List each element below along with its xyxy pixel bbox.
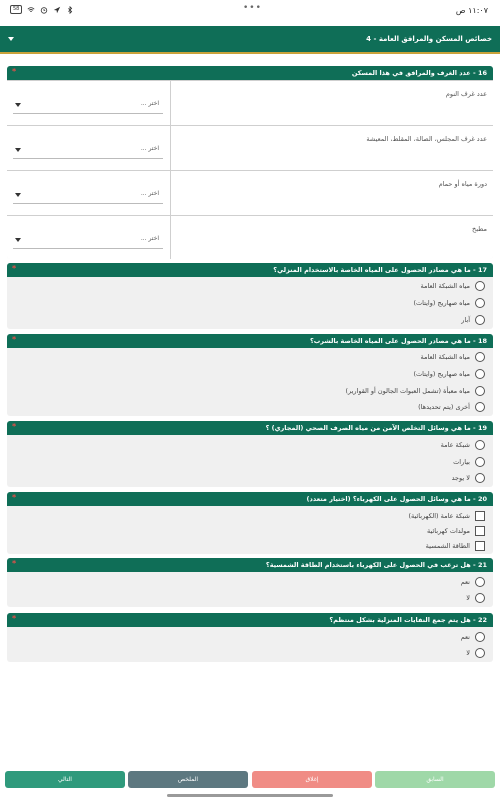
checkbox[interactable] <box>475 526 485 536</box>
radio-button[interactable] <box>475 577 485 587</box>
question-header <box>7 613 493 627</box>
question-title: 18 - ما هي مصادر الحصول على المياه الخاصة بالشرب؟ <box>309 337 487 345</box>
dropdown-arrow-icon <box>15 238 21 242</box>
count-select[interactable]: اختر ... <box>13 185 163 204</box>
summary-button[interactable]: الملخص <box>128 771 248 788</box>
more-dots-icon: ••• <box>243 3 262 13</box>
status-icons <box>10 5 74 14</box>
location-icon <box>53 6 61 14</box>
previous-button[interactable]: السابق <box>375 771 495 788</box>
row-label: مطبخ <box>472 225 487 233</box>
question-card-18 <box>7 334 493 416</box>
radio-button[interactable] <box>475 402 485 412</box>
count-select[interactable]: اختر ... <box>13 140 163 159</box>
grid-row <box>7 215 493 259</box>
radio-option[interactable]: مياه الشبكة العامة <box>421 350 485 364</box>
chevron-down-icon <box>8 37 14 41</box>
question-card-20 <box>7 492 493 554</box>
radio-option[interactable]: لا يوجد <box>452 471 485 485</box>
question-title: 19 - ما هي وسائل التخلص الآمن من مياه الصرف الصحي (المجاري) ؟ <box>265 424 487 432</box>
section-title: 4 - خصائص المسكن والمرافق العامة <box>366 35 492 43</box>
close-button[interactable]: إغلاق <box>252 771 372 788</box>
grid-row <box>7 80 493 125</box>
radio-button[interactable] <box>475 281 485 291</box>
row-label: عدد غرف المجلس، الصالة، المقلط، المعيشة <box>366 135 487 143</box>
radio-option[interactable]: لا <box>466 646 485 660</box>
bluetooth-icon <box>66 6 74 14</box>
question-card-19 <box>7 421 493 487</box>
home-indicator[interactable] <box>167 794 333 797</box>
dropdown-arrow-icon <box>15 103 21 107</box>
required-icon: * <box>12 559 17 568</box>
question-title: 16 - عدد الغرف والمرافق في هذا المسكن <box>351 69 487 77</box>
dropdown-arrow-icon <box>15 148 21 152</box>
battery-icon: 58 <box>10 5 22 14</box>
radio-option[interactable]: مياه الشبكة العامة <box>421 279 485 293</box>
wifi-icon <box>27 6 35 14</box>
question-card-22 <box>7 613 493 662</box>
question-title: 17 - ما هي مصادر الحصول على المياه الخاصة بالاستخدام المنزلي؟ <box>273 266 487 274</box>
question-title: 21 - هل ترغب في الحصول على الكهرباء باستخدام الطاقة الشمسية؟ <box>265 561 487 569</box>
question-header <box>7 334 493 348</box>
radio-option[interactable]: نعم <box>461 575 485 589</box>
row-label: عدد غرف النوم <box>445 90 487 98</box>
count-select[interactable]: اختر ... <box>13 230 163 249</box>
radio-button[interactable] <box>475 369 485 379</box>
radio-option[interactable]: نعم <box>461 630 485 644</box>
status-bar <box>0 0 500 22</box>
checkbox[interactable] <box>475 511 485 521</box>
required-icon: * <box>12 67 17 76</box>
radio-option[interactable]: آبار <box>461 313 485 327</box>
radio-button[interactable] <box>475 298 485 308</box>
section-header[interactable] <box>0 26 500 54</box>
alarm-icon <box>40 6 48 14</box>
question-header <box>7 66 493 80</box>
radio-button[interactable] <box>475 352 485 362</box>
required-icon: * <box>12 264 17 273</box>
required-icon: * <box>12 614 17 623</box>
question-header <box>7 263 493 277</box>
grid-row <box>7 170 493 215</box>
grid-row <box>7 125 493 170</box>
dropdown-arrow-icon <box>15 193 21 197</box>
question-title: 22 - هل يتم جمع النفايات المنزلية بشكل منتظم؟ <box>329 616 487 624</box>
radio-button[interactable] <box>475 473 485 483</box>
question-card-17 <box>7 263 493 329</box>
question-card-21 <box>7 558 493 607</box>
checkbox-option[interactable]: الطاقة الشمسية <box>426 539 485 553</box>
question-card-16 <box>7 66 493 259</box>
question-header <box>7 492 493 506</box>
radio-button[interactable] <box>475 315 485 325</box>
next-button[interactable]: التالي <box>5 771 125 788</box>
required-icon: * <box>12 493 17 502</box>
radio-button[interactable] <box>475 386 485 396</box>
required-icon: * <box>12 422 17 431</box>
question-header <box>7 421 493 435</box>
checkbox-option[interactable]: شبكة عامة (الكهربائية) <box>408 509 485 523</box>
radio-option[interactable]: مياه صهاريج (وايتات) <box>414 367 486 381</box>
status-time: ١١:٠٧ ص <box>455 6 488 15</box>
radio-option[interactable]: مياه معبأة (تشمل العبوات الجالون أو القوارير) <box>345 384 485 398</box>
count-select[interactable]: اختر ... <box>13 95 163 114</box>
required-icon: * <box>12 335 17 344</box>
radio-button[interactable] <box>475 440 485 450</box>
question-header <box>7 558 493 572</box>
radio-option[interactable]: بيارات <box>453 455 485 469</box>
checkbox[interactable] <box>475 541 485 551</box>
radio-option[interactable]: أخرى (يتم تحديدها) <box>418 400 485 414</box>
question-title: 20 - ما هي وسائل الحصول على الكهرباء؟ (اختيار متعدد) <box>306 495 487 503</box>
radio-option[interactable]: مياه صهاريج (وايتات) <box>414 296 486 310</box>
radio-button[interactable] <box>475 632 485 642</box>
radio-button[interactable] <box>475 648 485 658</box>
radio-option[interactable]: شبكة عامة <box>441 438 485 452</box>
radio-button[interactable] <box>475 593 485 603</box>
row-label: دورة مياه أو حمام <box>438 180 487 188</box>
radio-button[interactable] <box>475 457 485 467</box>
checkbox-option[interactable]: مولدات كهربائية <box>427 524 485 538</box>
radio-option[interactable]: لا <box>466 591 485 605</box>
